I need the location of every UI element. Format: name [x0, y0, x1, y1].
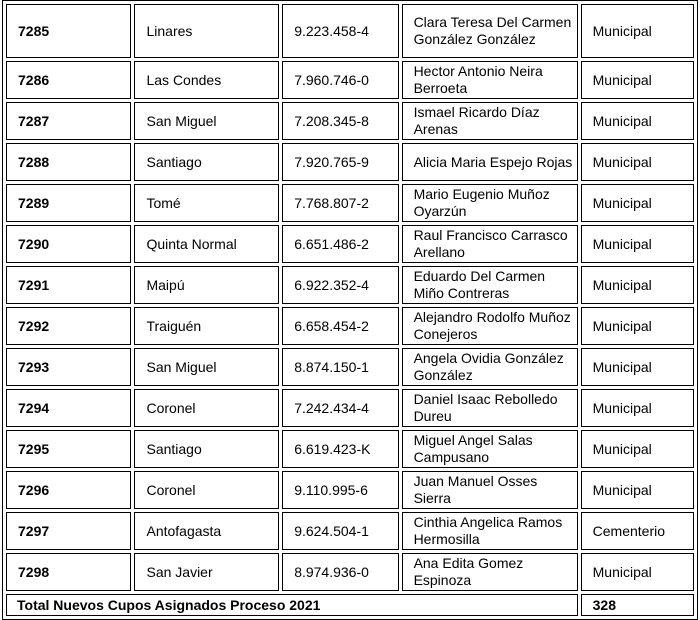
table-row — [6, 348, 694, 386]
row-rut: 7.960.746-0 — [282, 61, 398, 99]
row-type: Municipal — [581, 389, 694, 427]
row-rut: 9.223.458-4 — [282, 4, 398, 58]
total-row — [6, 594, 694, 616]
row-name: Alejandro Rodolfo Muñoz Conejeros — [402, 307, 578, 345]
table-row — [6, 143, 694, 181]
table-row — [6, 430, 694, 468]
row-id: 7294 — [6, 389, 131, 427]
row-name: Daniel Isaac Rebolledo Dureu — [402, 389, 578, 427]
row-type: Municipal — [581, 348, 694, 386]
row-commune: Antofagasta — [134, 512, 279, 550]
row-id: 7298 — [6, 553, 131, 591]
total-label: Total Nuevos Cupos Asignados Proceso 2021 — [6, 594, 578, 616]
table-row — [6, 471, 694, 509]
table-row — [6, 512, 694, 550]
row-id: 7291 — [6, 266, 131, 304]
row-commune: Linares — [134, 4, 279, 58]
table-row — [6, 102, 694, 140]
row-rut: 8.874.150-1 — [282, 348, 398, 386]
row-id: 7290 — [6, 225, 131, 263]
row-type: Municipal — [581, 102, 694, 140]
row-name: Juan Manuel Osses Sierra — [402, 471, 578, 509]
table-row — [6, 4, 694, 58]
table-row — [6, 184, 694, 222]
table-row — [6, 61, 694, 99]
row-type: Municipal — [581, 143, 694, 181]
row-id: 7293 — [6, 348, 131, 386]
row-commune: Santiago — [134, 143, 279, 181]
row-rut: 7.920.765-9 — [282, 143, 398, 181]
row-name: Hector Antonio Neira Berroeta — [402, 61, 578, 99]
assignments-table — [2, 0, 698, 620]
row-type: Municipal — [581, 225, 694, 263]
row-type: Municipal — [581, 430, 694, 468]
row-name: Eduardo Del Carmen Miño Contreras — [402, 266, 578, 304]
row-id: 7296 — [6, 471, 131, 509]
row-name: Raul Francisco Carrasco Arellano — [402, 225, 578, 263]
row-name: Miguel Angel Salas Campusano — [402, 430, 578, 468]
row-commune: Coronel — [134, 389, 279, 427]
table-row — [6, 266, 694, 304]
row-name: Ana Edita Gomez Espinoza — [402, 553, 578, 591]
row-type: Cementerio — [581, 512, 694, 550]
row-rut: 6.922.352-4 — [282, 266, 398, 304]
row-commune: Santiago — [134, 430, 279, 468]
total-value: 328 — [581, 594, 694, 616]
row-rut: 7.208.345-8 — [282, 102, 398, 140]
row-rut: 7.768.807-2 — [282, 184, 398, 222]
row-id: 7288 — [6, 143, 131, 181]
row-type: Municipal — [581, 553, 694, 591]
row-rut: 9.624.504-1 — [282, 512, 398, 550]
row-commune: Tomé — [134, 184, 279, 222]
row-type: Municipal — [581, 61, 694, 99]
row-commune: Coronel — [134, 471, 279, 509]
row-rut: 7.242.434-4 — [282, 389, 398, 427]
row-rut: 8.974.936-0 — [282, 553, 398, 591]
row-name: Clara Teresa Del Carmen González González — [402, 4, 578, 58]
row-id: 7285 — [6, 4, 131, 58]
row-name: Cinthia Angelica Ramos Hermosilla — [402, 512, 578, 550]
table-row — [6, 225, 694, 263]
row-id: 7295 — [6, 430, 131, 468]
row-rut: 6.658.454-2 — [282, 307, 398, 345]
table-body — [6, 4, 694, 616]
row-type: Municipal — [581, 307, 694, 345]
row-commune: San Javier — [134, 553, 279, 591]
row-type: Municipal — [581, 266, 694, 304]
row-commune: Traiguén — [134, 307, 279, 345]
row-commune: Maipú — [134, 266, 279, 304]
table-row — [6, 389, 694, 427]
row-name: Mario Eugenio Muñoz Oyarzún — [402, 184, 578, 222]
row-commune: Las Condes — [134, 61, 279, 99]
row-type: Municipal — [581, 184, 694, 222]
row-rut: 9.110.995-6 — [282, 471, 398, 509]
row-commune: San Miguel — [134, 102, 279, 140]
row-name: Ismael Ricardo Díaz Arenas — [402, 102, 578, 140]
row-type: Municipal — [581, 4, 694, 58]
row-id: 7289 — [6, 184, 131, 222]
row-rut: 6.651.486-2 — [282, 225, 398, 263]
row-id: 7286 — [6, 61, 131, 99]
table-row — [6, 307, 694, 345]
row-id: 7292 — [6, 307, 131, 345]
row-type: Municipal — [581, 471, 694, 509]
row-name: Angela Ovidia González González — [402, 348, 578, 386]
row-commune: Quinta Normal — [134, 225, 279, 263]
row-name: Alicia Maria Espejo Rojas — [402, 143, 578, 181]
row-rut: 6.619.423-K — [282, 430, 398, 468]
row-id: 7287 — [6, 102, 131, 140]
table-row — [6, 553, 694, 591]
row-id: 7297 — [6, 512, 131, 550]
row-commune: San Miguel — [134, 348, 279, 386]
